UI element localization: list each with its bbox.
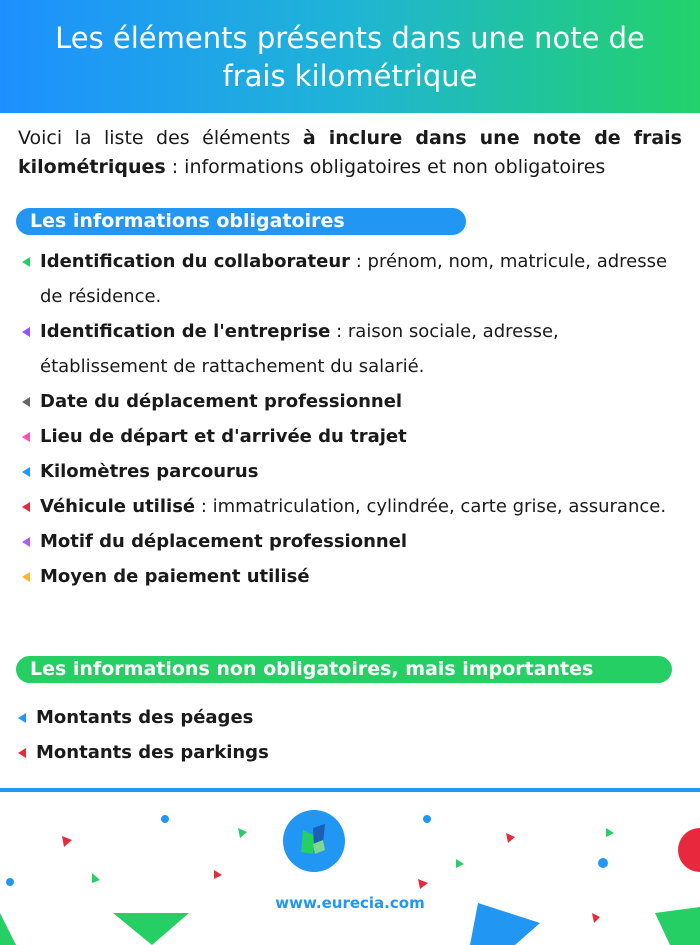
- confetti-triangle: [606, 828, 614, 837]
- website-url[interactable]: www.eurecia.com: [275, 894, 425, 912]
- confetti-triangle: [506, 833, 515, 843]
- list-item: [22, 384, 682, 419]
- item-title: Lieu de départ et d'arrivée du trajet: [40, 426, 407, 447]
- item-title: Véhicule utilisé: [40, 496, 196, 517]
- confetti-big-triangle: [0, 913, 16, 945]
- item-title: Montants des parkings: [36, 742, 269, 763]
- confetti-triangle: [456, 859, 464, 868]
- confetti-dot: [161, 815, 169, 823]
- list-item: [22, 314, 682, 384]
- confetti-big-triangle: [655, 907, 700, 945]
- intro-text-2: : informations obligatoires et non obligatoires: [165, 156, 606, 178]
- intro-text-1: Voici la liste des éléments: [18, 127, 303, 149]
- confetti-circle: [678, 828, 700, 872]
- arrow-icon: [22, 257, 30, 267]
- arrow-icon: [22, 502, 30, 512]
- list-item: [18, 735, 678, 770]
- arrow-icon: [18, 713, 26, 723]
- confetti-decoration: [0, 795, 700, 945]
- confetti-dot: [423, 815, 431, 823]
- item-title: Identification de l'entreprise: [40, 321, 331, 342]
- optional-list: [18, 700, 678, 770]
- item-detail: : raison sociale, adresse, établissement de rattachement du salarié.: [40, 321, 559, 377]
- confetti-triangle: [62, 836, 72, 847]
- arrow-icon: [22, 327, 30, 337]
- required-list: [22, 244, 682, 594]
- list-item: [22, 244, 682, 314]
- item-title: Date du déplacement professionnel: [40, 391, 403, 412]
- arrow-icon: [22, 397, 30, 407]
- eurecia-logo-icon: [283, 810, 345, 872]
- list-item: [22, 559, 682, 594]
- arrow-icon: [18, 748, 26, 758]
- list-item: [22, 454, 682, 489]
- confetti-triangle: [92, 873, 100, 883]
- item-title: Kilomètres parcourus: [40, 461, 259, 482]
- footer-divider: [0, 788, 700, 792]
- list-item: [22, 489, 682, 524]
- logo-mark-icon: [283, 810, 345, 872]
- arrow-icon: [22, 432, 30, 442]
- list-item: [22, 419, 682, 454]
- section-optional-title: Les informations non obligatoires, mais importantes: [16, 656, 672, 683]
- arrow-icon: [22, 537, 30, 547]
- confetti-triangle: [214, 870, 222, 879]
- intro-text-bold: à inclure dans une note de frais kilométriques: [18, 127, 682, 178]
- confetti-dot: [598, 858, 608, 868]
- confetti-triangle: [592, 913, 600, 923]
- list-item: [18, 700, 678, 735]
- item-title: Motif du déplacement professionnel: [40, 531, 408, 552]
- page-title: Les éléments présents dans une note de frais kilométrique: [55, 20, 645, 93]
- item-title: Identification du collaborateur: [40, 251, 351, 272]
- confetti-big-triangle: [113, 913, 189, 945]
- confetti-triangle: [238, 828, 247, 838]
- intro-paragraph: [18, 124, 682, 182]
- confetti-dot: [6, 878, 14, 886]
- list-item: [22, 524, 682, 559]
- section-required-title: Les informations obligatoires: [16, 208, 466, 235]
- confetti-triangle: [418, 879, 428, 889]
- item-title: Moyen de paiement utilisé: [40, 566, 310, 587]
- header-banner: [0, 0, 700, 113]
- item-title: Montants des péages: [36, 707, 254, 728]
- arrow-icon: [22, 572, 30, 582]
- item-detail: : immatriculation, cylindrée, carte grise, assurance.: [195, 496, 667, 517]
- arrow-icon: [22, 467, 30, 477]
- item-detail: : prénom, nom, matricule, adresse de résidence.: [40, 251, 668, 307]
